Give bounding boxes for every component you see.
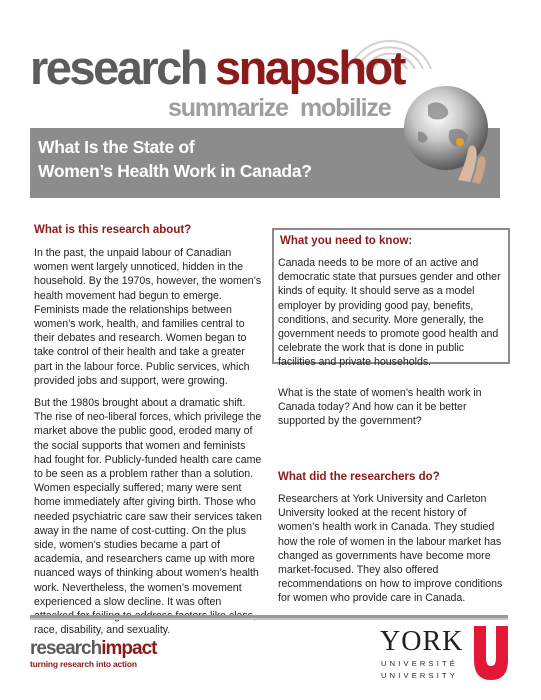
title-line-2: Women’s Health Work in Canada?	[38, 161, 312, 181]
globe-in-hand-image	[388, 70, 508, 190]
did-heading: What did the researchers do?	[278, 471, 440, 483]
york-u-icon	[472, 626, 510, 680]
impact-logo-impact: impact	[101, 638, 157, 659]
logo-mobilize-word: mobilize	[300, 94, 391, 122]
york-university-logo	[380, 626, 510, 686]
york-wordmark: YORK	[380, 626, 464, 657]
impact-tagline: turning research into action	[30, 659, 137, 669]
york-u-mark	[472, 626, 510, 680]
logo-snapshot-word: snapshot	[215, 41, 404, 94]
logo-summarize-word: summarize	[168, 94, 288, 122]
impact-logo-research: research	[30, 638, 102, 659]
question-section	[278, 386, 510, 437]
did-section	[278, 492, 510, 614]
footer-divider-light	[30, 618, 508, 620]
york-university: UNIVERSITY	[381, 671, 459, 680]
about-section	[34, 246, 262, 645]
did-text: Researchers at York University and Carleton University looked at the recent history of women’s health work in Canada. They studied how the role of women in the labour market has changed as governments have become more market-focused. They also offered recommendations on how to improve conditions for women who provide care in Canada.	[278, 493, 503, 605]
need-to-know-body	[278, 256, 504, 378]
need-to-know-text: Canada needs to be more of an active and democratic state that pursues gender and other kinds of equity. It should serve as a model employer by providing good pay, benefits, conditions, and security. More generally, the government needs to promote good health and celebrate the work that is done in public facilities and private households.	[278, 257, 501, 369]
need-to-know-heading: What you need to know:	[280, 235, 413, 247]
research-impact-logo	[30, 638, 190, 678]
about-paragraph-2: But the 1980s brought about a dramatic shift. The rise of neo-liberal forces, which privilege the market above the public good, eroded many of the social supports that women and feminists had fought for. Publicly-funded health care came to be seen as a problem rather than a solution. Women especially suffered; many were sent home immediately after giving birth. Those who needed psychiatric care saw their services taken away in the name of cost-cutting. On the plus side, women’s studies became a part of academia, and researchers came up with more nuanced ways of thinking about women’s health work. Nevertheless, the women’s movement experienced a slow decline. It was often race, disability, and sexuality.	[34, 397, 262, 637]
logo-research-word: research	[30, 41, 206, 94]
york-universite: UNIVERSITÉ	[381, 659, 459, 668]
about-paragraph-1: In the past, the unpaid labour of Canadian women went largely unnoticed, hidden in the household. By the 1970s, however, the women’s health movement had begun to emerge. Feminists made the relationships between women’s work, health, and families central to their debates and research. Women began to take control of their health and take a greater part in the labour force. Public services, which provided jobs and support, were growing.	[34, 247, 262, 387]
page-title	[38, 135, 368, 183]
title-line-1: What Is the State of	[38, 137, 195, 157]
question-text: What is the state of women’s health work in Canada today? And how can it be better supported by the government?	[278, 387, 482, 428]
about-heading: What is this research about?	[34, 224, 192, 236]
